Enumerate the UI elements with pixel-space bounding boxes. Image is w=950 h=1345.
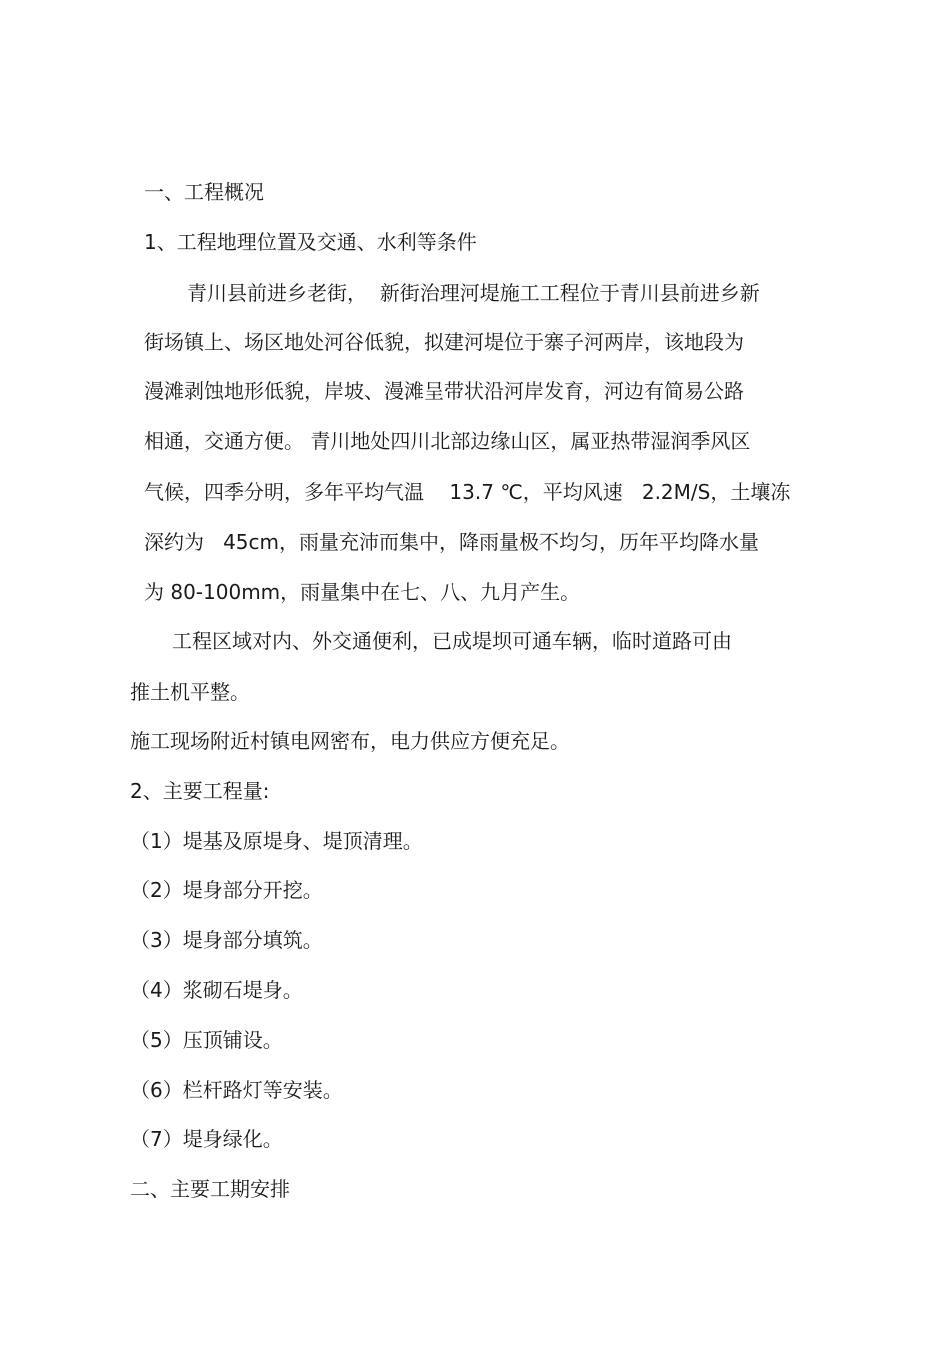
paragraph-line: 推土机平整。 bbox=[130, 680, 250, 704]
section-heading-schedule: 二、主要工期安排 bbox=[130, 1177, 290, 1201]
section-heading-overview: 一、工程概况 bbox=[144, 180, 264, 204]
list-item: （2）堤身部分开挖。 bbox=[130, 878, 323, 902]
paragraph-line: 气候，四季分明，多年平均气温 13.7 ℃，平均风速 2.2M/S，土壤冻 bbox=[144, 480, 791, 504]
list-item: （4）浆砌石堤身。 bbox=[130, 978, 303, 1002]
list-item: （1）堤基及原堤身、堤顶清理。 bbox=[130, 829, 423, 853]
paragraph-power-supply: 施工现场附近村镇电网密布，电力供应方便充足。 bbox=[130, 729, 570, 753]
paragraph-line: 工程区域对内、外交通便利，已成堤坝可通车辆，临时道路可由 bbox=[172, 629, 732, 653]
subsection-heading-location: 1、工程地理位置及交通、水利等条件 bbox=[144, 230, 477, 254]
list-item: （6）栏杆路灯等安装。 bbox=[130, 1078, 343, 1102]
subsection-heading-quantities: 2、主要工程量: bbox=[130, 779, 270, 803]
paragraph-line: 为 80-100mm，雨量集中在七、八、九月产生。 bbox=[144, 580, 581, 604]
list-item: （5）压顶铺设。 bbox=[130, 1028, 283, 1052]
list-item: （3）堤身部分填筑。 bbox=[130, 928, 323, 952]
paragraph-line: 青川县前进乡老街， 新街治理河堤施工工程位于青川县前进乡新 bbox=[187, 281, 760, 305]
paragraph-line: 街场镇上、场区地处河谷低貌，拟建河堤位于寨子河两岸，该地段为 bbox=[144, 330, 744, 354]
paragraph-line: 深约为 45cm，雨量充沛而集中，降雨量极不均匀，历年平均降水量 bbox=[144, 530, 759, 554]
paragraph-line: 漫滩剥蚀地形低貌，岸坡、漫滩呈带状沿河岸发育，河边有简易公路 bbox=[144, 379, 744, 403]
list-item: （7）堤身绿化。 bbox=[130, 1127, 283, 1151]
paragraph-line: 相通，交通方便。 青川地处四川北部边缘山区，属亚热带湿润季风区 bbox=[144, 429, 751, 453]
